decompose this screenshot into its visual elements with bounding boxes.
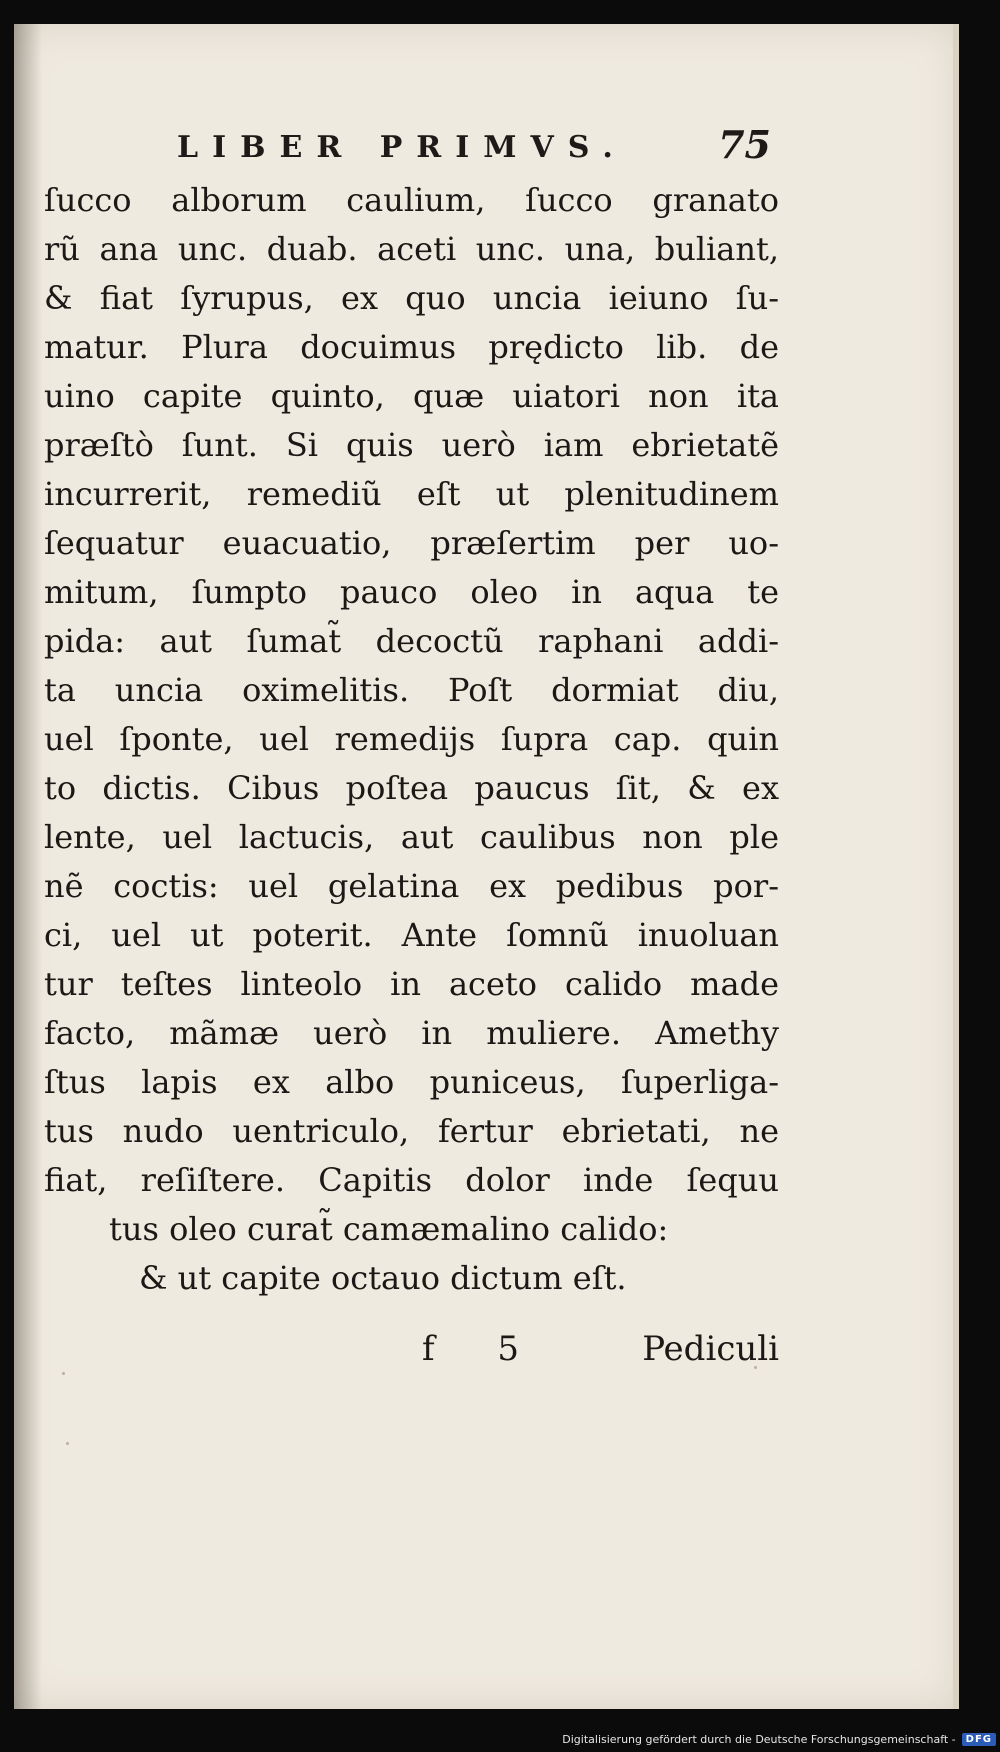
text-line: uino capite quinto, quæ uiatori non ita bbox=[44, 377, 779, 415]
text-line: & ut capite octauo dictum eſt. bbox=[139, 1259, 627, 1297]
page-edge bbox=[953, 24, 959, 1709]
text-line: matur. Plura docuimus prędicto lib. de bbox=[44, 328, 779, 366]
running-head-title: LIBER PRIMVS. bbox=[177, 130, 627, 165]
text-line: ſucco alborum caulium, ſucco granato bbox=[44, 181, 779, 219]
text-line: fiat, reſiſtere. Capitis dolor inde ſequu bbox=[44, 1161, 779, 1199]
body-text bbox=[44, 176, 779, 1303]
text-line: incurrerit, remediũ eſt ut plenitudinem bbox=[44, 475, 779, 513]
text-line: facto, mãmæ uerò in muliere. Amethy bbox=[44, 1014, 779, 1052]
digitization-credit bbox=[562, 1730, 996, 1748]
dfg-logo: DFG bbox=[962, 1733, 996, 1746]
text-line: uel ſponte, uel remedijs ſupra cap. quin bbox=[44, 720, 779, 758]
catchword: Pediculi bbox=[642, 1329, 779, 1369]
text-line: & fiat ſyrupus, ex quo uncia ieiuno ſu- bbox=[44, 279, 779, 317]
text-line: præſtò ſunt. Si quis uerò iam ebrietatẽ bbox=[44, 426, 779, 464]
text-line: ta uncia oximelitis. Poſt dormiat diu, bbox=[44, 671, 779, 709]
text-line: ſtus lapis ex albo puniceus, ſuperliga- bbox=[44, 1063, 779, 1101]
paper-speck bbox=[62, 1372, 65, 1375]
text-line: mitum, ſumpto pauco oleo in aqua te bbox=[44, 573, 779, 611]
page-number: 75 bbox=[718, 122, 771, 167]
text-line: tus nudo uentriculo, fertur ebrietati, ne bbox=[44, 1112, 779, 1150]
text-line: ci, uel ut poterit. Ante ſomnũ inuoluan bbox=[44, 916, 779, 954]
text-line: pida: aut ſumat̃ decoctũ raphani addi- bbox=[44, 622, 779, 660]
running-head bbox=[159, 120, 779, 176]
text-line: to dictis. Cibus poſtea paucus ſit, & ex bbox=[44, 769, 779, 807]
text-line: ſequatur euacuatio, præſertim per uo- bbox=[44, 524, 779, 562]
paper-speck bbox=[66, 1442, 69, 1445]
text-line: nẽ coctis: uel gelatina ex pedibus por- bbox=[44, 867, 779, 905]
text-line: rũ ana unc. duab. aceti unc. una, buliant, bbox=[44, 230, 779, 268]
credit-text: Digitalisierung gefördert durch die Deutsche Forschungsgemeinschaft - bbox=[562, 1732, 956, 1746]
book-page bbox=[14, 24, 959, 1709]
text-line: tur teſtes linteolo in aceto calido made bbox=[44, 965, 779, 1003]
spine-shadow bbox=[14, 24, 42, 1709]
text-line: lente, uel lactucis, aut caulibus non ple bbox=[44, 818, 779, 856]
page-footer bbox=[44, 1329, 779, 1379]
text-line: tus oleo curat̃ camæmalino calido: bbox=[109, 1210, 669, 1248]
signature-mark: f 5 bbox=[422, 1329, 546, 1369]
paper-speck bbox=[754, 1366, 757, 1369]
